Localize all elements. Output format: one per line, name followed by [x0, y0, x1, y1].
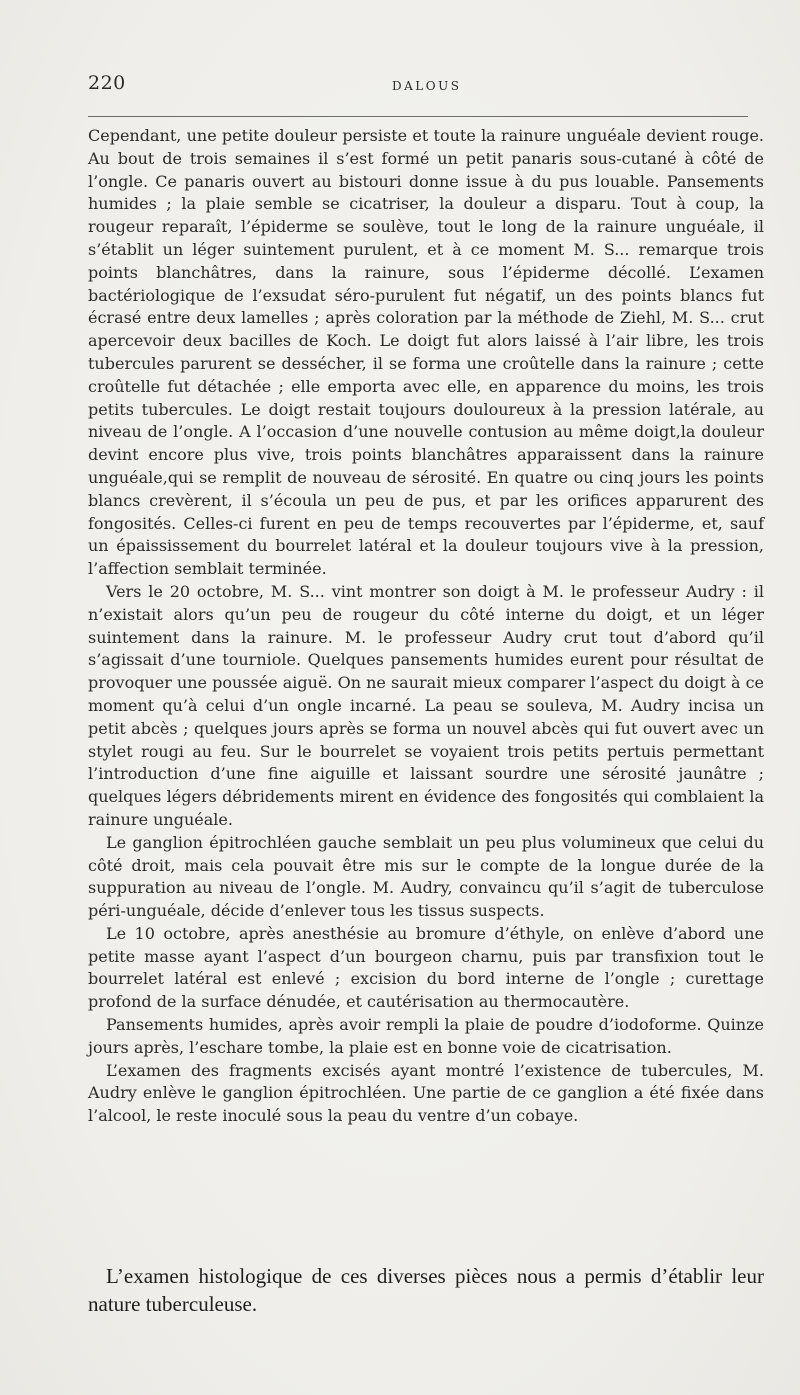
paragraph: L’examen des fragments excisés ayant montré l’existence de tubercules, M. Audry enlève le ganglion épitrochléen. Une partie de ce ganglion a été fixée dans l’alcool, le reste inoculé sous la peau du ventre d’un cobaye. [88, 1060, 764, 1126]
header-rule [88, 116, 748, 117]
paragraph: Le 10 octobre, après anesthésie au bromure d’éthyle, on enlève d’abord une petite masse ayant l’aspect d’un bourgeon charnu, puis par transfixion tout le bourrelet latéral est enlevé ; excision du bord interne de l’ongle ; curettage profond de la surface dénudée, et cautérisation au thermocautère. [88, 923, 764, 1012]
paragraph: Le ganglion épitrochléen gauche semblait un peu plus volumineux que celui du côté droit, mais cela pouvait être mis sur le compte de la longue durée de la suppuration au niveau de l’ongle. M. Audry, convaincu qu’il s’agit de tuberculose péri-unguéale, décide d’enlever tous les tissus suspects. [88, 832, 764, 921]
paragraph: Cependant, une petite douleur persiste et toute la rainure unguéale devient rouge. Au bout de trois semaines il s’est formé un petit panaris sous-cutané à côté de l’ongle. Ce panaris ouvert au bistouri donne issue à du pus louable. Pansements humides ; la plaie semble se cicatriser, la douleur a disparu. Tout à coup, la rougeur reparaît, l’épiderme se soulève, tout le long de la rainure unguéale, il s’établit un léger suintement purulent, et à ce moment M. S... remarque trois points blanchâtres, dans la rainure, sous l’épiderme décollé. L’examen bactériologique de l’exsudat séro-purulent fut négatif, un des points blancs fut écrasé entre deux lamelles ; après coloration par la méthode de Ziehl, M. S... crut apercevoir deux bacilles de Koch. Le doigt fut alors laissé à l’air libre, les trois tubercules parurent se dessécher, il se forma une croûtelle dans la rainure ; cette croûtelle fut détachée ; elle emporta avec elle, en apparence du moins, les trois petits tubercules. Le doigt restait toujours douloureux à la pression latérale, au niveau de l’ongle. A l’occasion d’une nouvelle contusion au même doigt,la douleur devint encore plus vive, trois points blanchâtres apparaissent dans la rainure unguéale,qui se remplit de nouveau de sérosité. En quatre ou cinq jours les points blancs crevèrent, il s’écoula un peu de pus, et par les orifices apparurent des fongosités. Celles-ci furent en peu de temps recouvertes par l’épiderme, et, sauf un épaississement du bourrelet latéral et la douleur toujours vive à la pression, l’affection semblait terminée. [88, 126, 764, 579]
paragraph: Pansements humides, après avoir rempli la plaie de poudre d’iodoforme. Quinze jours après, l’eschare tombe, la plaie est en bonne voie de cicatrisation. [88, 1015, 764, 1057]
paragraph: Vers le 20 octobre, M. S... vint montrer son doigt à M. le professeur Audry : il n’existait alors qu’un peu de rougeur du côté interne du doigt, et un léger suintement dans la rainure. M. le professeur Audry crut tout d’abord qu’il s’agissait d’une tourniole. Quelques pansements humides eurent pour résultat de provoquer une poussée aiguë. On ne saurait mieux comparer l’aspect du doigt à ce moment qu’à celui d’un ongle incarné. La peau se souleva, M. Audry incisa un petit abcès ; quelques jours après se forma un nouvel abcès qui fut ouvert avec un stylet rougi au feu. Sur le bourrelet se voyaient trois petits pertuis permettant l’introduction d’une fine aiguille et laissant sourdre une sérosité jaunâtre ; quelques légers débridements mirent en évidence des fongosités qui comblaient la rainure unguéale. [88, 581, 764, 829]
page-header [88, 72, 748, 102]
running-head: DALOUS [392, 79, 462, 93]
conclusion-block [88, 1262, 764, 1318]
page-number: 220 [88, 72, 126, 94]
body-text [88, 125, 764, 1128]
conclusion-text: L’examen histologique de ces diverses pièces nous a permis d’établir leur nature tuberculeuse. [88, 1264, 764, 1316]
